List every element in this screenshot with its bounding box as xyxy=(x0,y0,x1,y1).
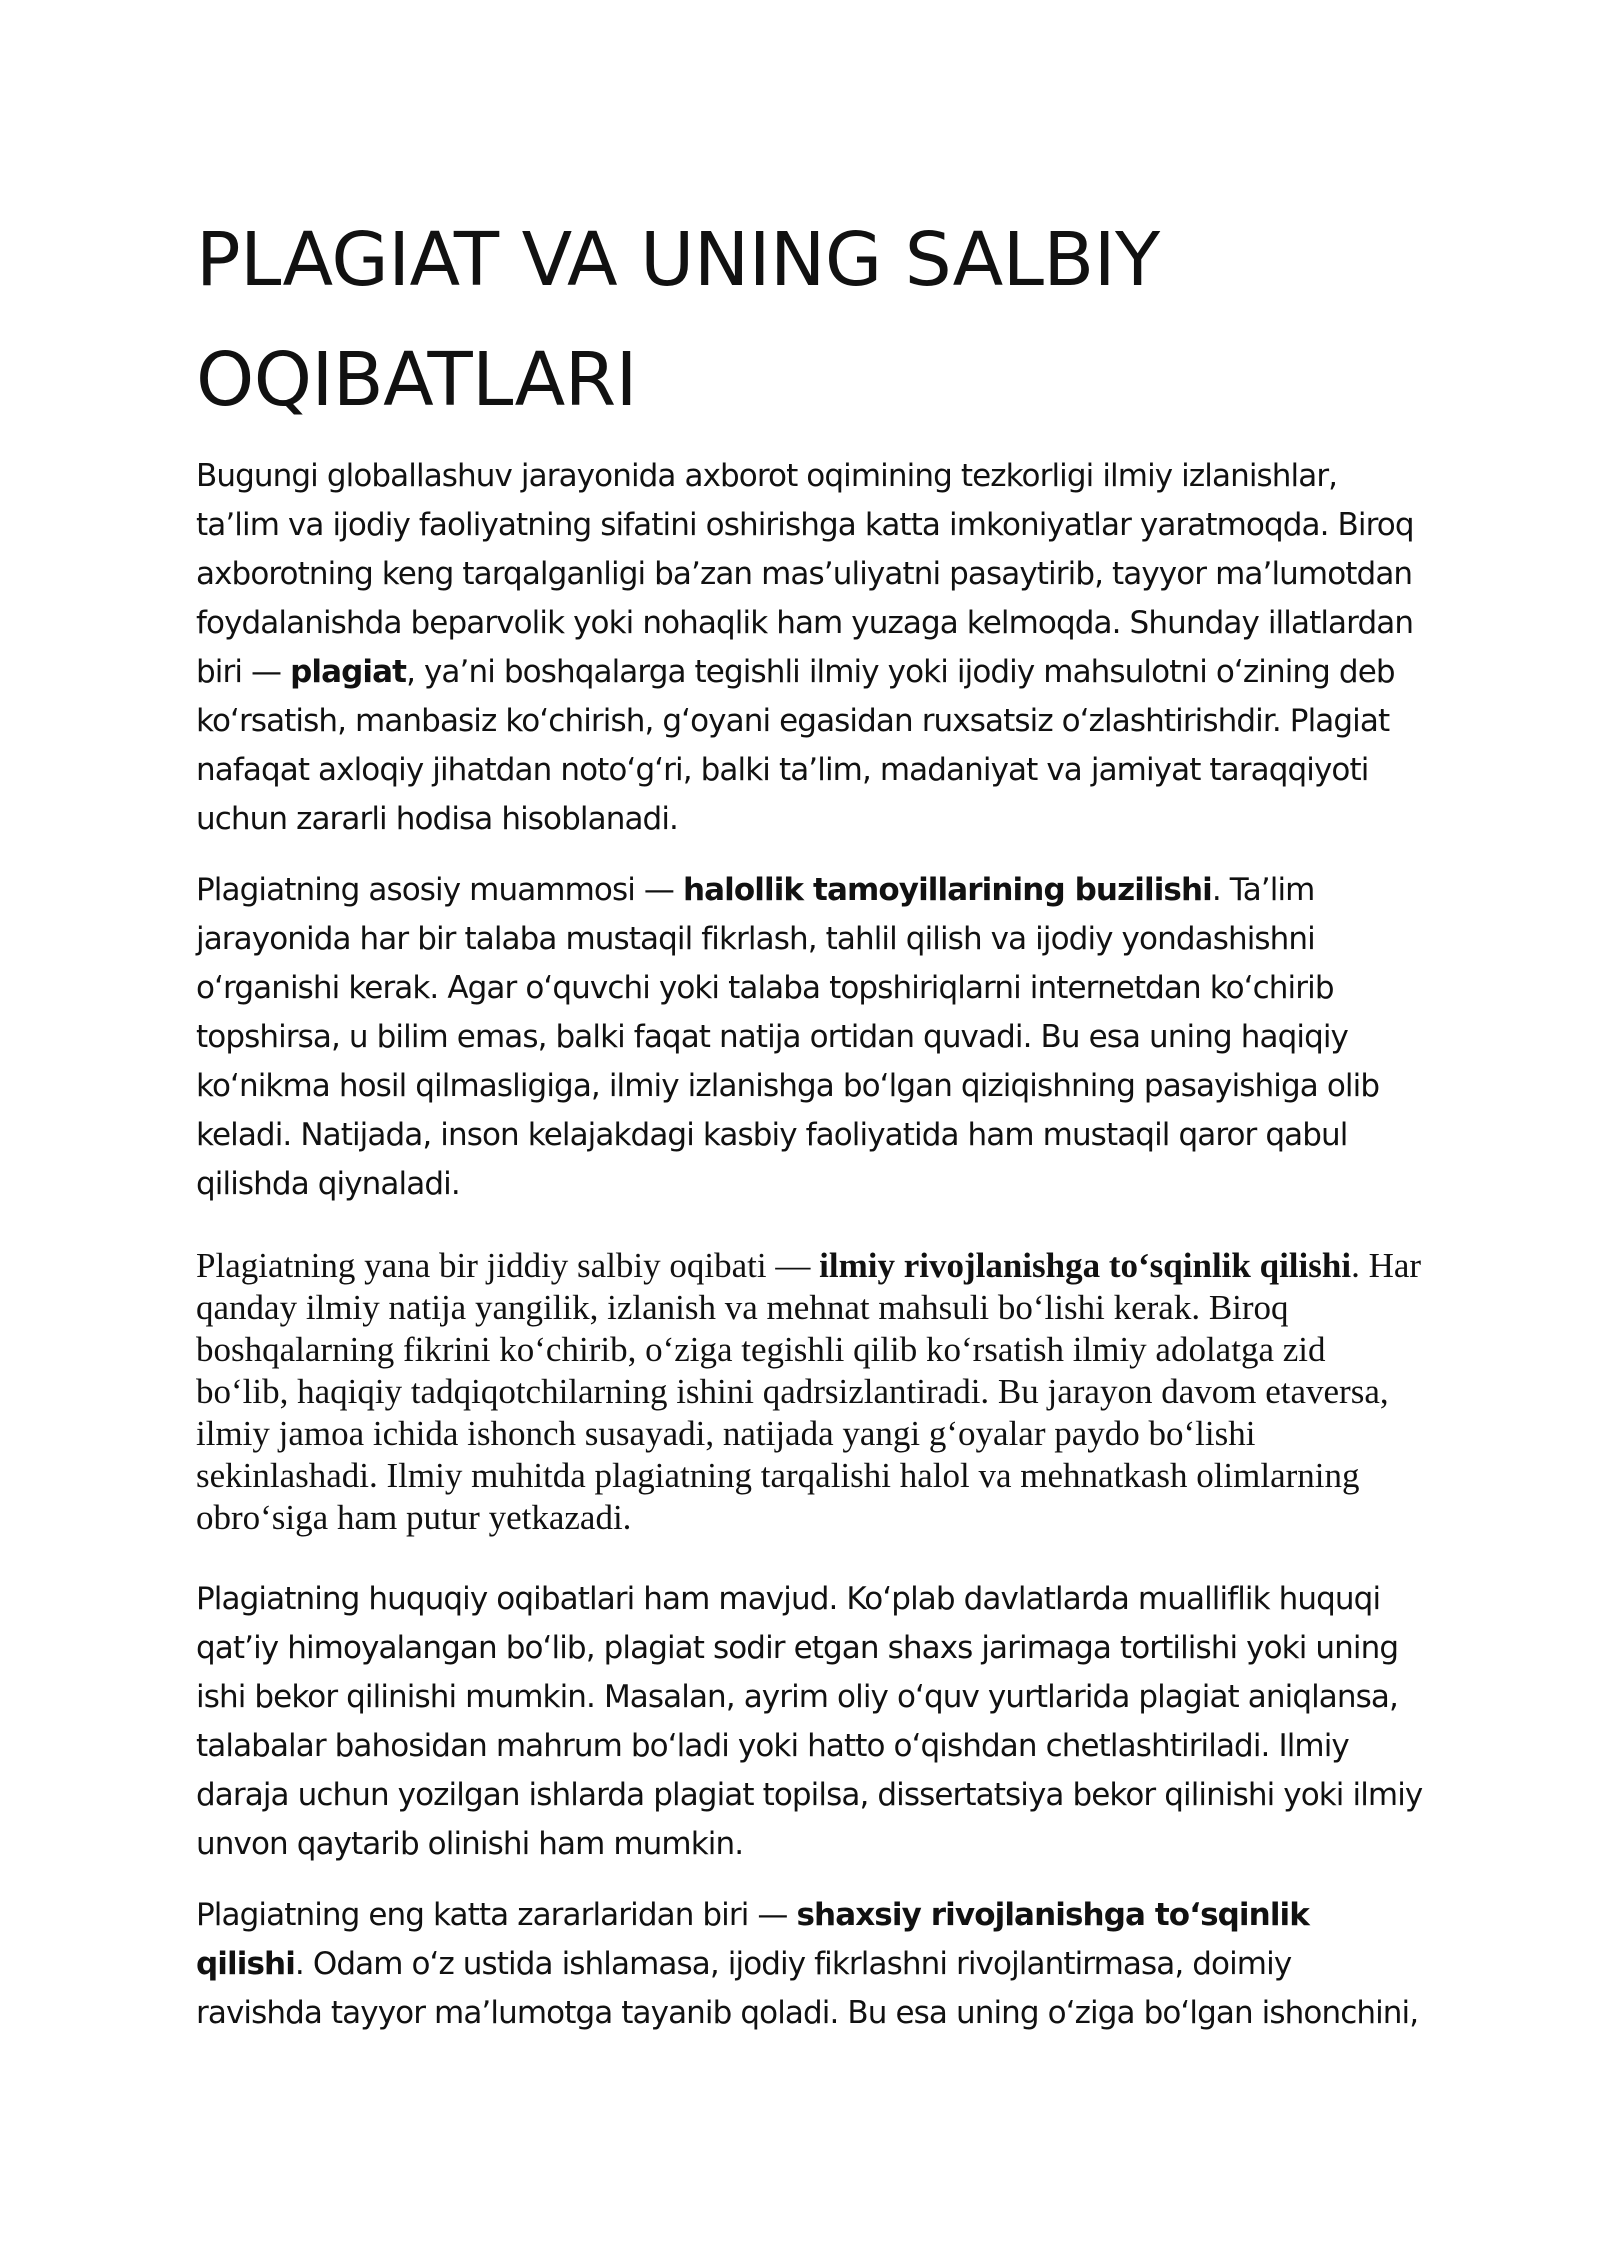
paragraph-text: . Ta’lim jarayonida har bir talaba mustaqil fikrlash, tahlil qilish va ijodiy yondashishni o‘rganishi kerak. Agar o‘quvchi yoki talaba topshiriqlarni internetdan ko‘chirib topshirsa, u bilim emas, balki faqat natija ortidan quvadi. Bu esa uning haqiqiy ko‘nikma hosil qilmasligiga, ilmiy izlanishga bo‘lgan qiziqishning pasayishiga olib keladi. Natijada, inson kelajakdagi kasbiy faoliyatida ham mustaqil qaror qabul qilishda qiynaladi. xyxy=(196,872,1380,1202)
paragraph-scientific xyxy=(196,1245,1426,1539)
paragraph-legal xyxy=(196,1575,1426,1869)
paragraph-text: , ya’ni boshqalarga tegishli ilmiy yoki ijodiy mahsulotni o‘zining deb ko‘rsatish, manbasiz ko‘chirish, g‘oyani egasidan ruxsatsiz o‘zlashtirishdir. Plagiat nafaqat axloqiy jihatdan noto‘g‘ri, balki ta’lim, madaniyat va jamiyat taraqqiyoti uchun zararli hodisa hisoblanadi. xyxy=(196,654,1395,837)
paragraph-bold-term: plagiat xyxy=(290,654,407,690)
paragraph-text: . Har qanday ilmiy natija yangilik, izlanish va mehnat mahsuli bo‘lishi kerak. Biroq boshqalarning fikrini ko‘chirib, o‘ziga tegishli qilib ko‘rsatish ilmiy adolatga zid bo‘lib, haqiqiy tadqiqotchilarning ishini qadrsizlantiradi. Bu jarayon davom etaversa, ilmiy jamoa ichida ishonch susayadi, natijada yangi g‘oyalar paydo bo‘lishi sekinlashadi. Ilmiy muhitda plagiatning tarqalishi halol va mehnatkash olimlarning obro‘siga ham putur yetkazadi. xyxy=(196,1246,1422,1537)
document-page xyxy=(196,200,1426,2060)
paragraph-text: Plagiatning huquqiy oqibatlari ham mavjud. Ko‘plab davlatlarda mualliflik huquqi qat’iy himoyalangan bo‘lib, plagiat sodir etgan shaxs jarimaga tortilishi yoki uning ishi bekor qilinishi mumkin. Masalan, ayrim oliy o‘quv yurtlarida plagiat aniqlansa, talabalar bahosidan mahrum bo‘ladi yoki hatto o‘qishdan chetlashtiriladi. Ilmiy daraja uchun yozilgan ishlarda plagiat topilsa, dissertatsiya bekor qilinishi yoki ilmiy unvon qaytarib olinishi ham mumkin. xyxy=(196,1581,1423,1862)
paragraph-text: Plagiatning asosiy muammosi — xyxy=(196,872,683,908)
paragraph-intro xyxy=(196,452,1426,844)
document-title: PLAGIAT VA UNING SALBIY OQIBATLARI xyxy=(196,217,1160,423)
paragraph-text: . Odam o‘z ustida ishlamasa, ijodiy fikrlashni rivojlantirmasa, doimiy ravishda tayyor ma’lumotga tayanib qoladi. Bu esa uning o‘ziga bo‘lgan ishonchini, xyxy=(196,1946,1419,2031)
paragraph-honesty xyxy=(196,866,1426,1209)
paragraph-text: Plagiatning eng katta zararlaridan biri — xyxy=(196,1897,797,1933)
paragraph-text: Plagiatning yana bir jiddiy salbiy oqibati — xyxy=(196,1246,820,1285)
paragraph-bold-term: shaxsiy rivojlanishga to‘sqinlik qilishi xyxy=(196,1897,1309,1982)
paragraph-text: Bugungi globallashuv jarayonida axborot oqimining tezkorligi ilmiy izlanishlar, ta’lim va ijodiy faoliyatning sifatini oshirishga katta imkoniyatlar yaratmoqda. Biroq axborotning keng tarqalganligi ba’zan mas’uliyatni pasaytirib, tayyor ma’lumotdan foydalanishda beparvolik yoki nohaqlik ham yuzaga kelmoqda. Shunday illatlardan biri — xyxy=(196,458,1414,690)
paragraph-bold-term: ilmiy rivojlanishga to‘sqinlik qilishi xyxy=(819,1246,1352,1285)
paragraph-bold-term: halollik tamoyillarining buzilishi xyxy=(682,872,1212,908)
paragraph-personal xyxy=(196,1891,1426,2038)
